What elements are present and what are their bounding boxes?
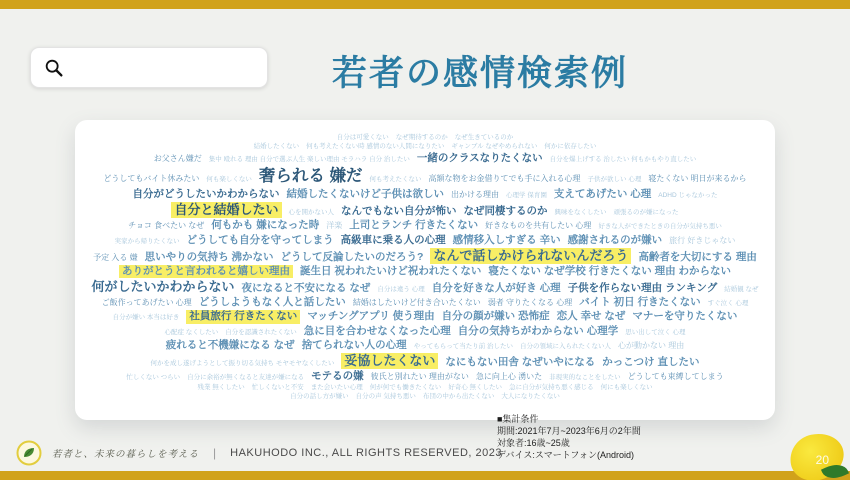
cloud-word: なにもない田舎 なぜいやになる (445, 355, 596, 368)
wordcloud-card (75, 120, 775, 420)
wordcloud-row (85, 339, 765, 352)
wordcloud-row (85, 202, 765, 218)
cloud-word: チョコ 食べたい なぜ (128, 221, 205, 231)
wordcloud-row (85, 188, 765, 201)
cloud-word: 興味をなくしたい (554, 209, 607, 217)
cloud-word: どうしても束縛してしまう (627, 372, 724, 381)
wordcloud-row (85, 325, 765, 338)
cloud-word: 大人になりたくない (501, 393, 560, 401)
cloud-word: 洋楽 (326, 221, 343, 231)
cloud-word: 子供を作らない理由 ランキング (567, 282, 718, 294)
cloud-word: やってもらって当たり前 治したい (413, 342, 513, 350)
wordcloud-row (85, 166, 765, 187)
cloud-word: 非現実的なことをしたい (549, 374, 621, 381)
wordcloud (85, 130, 765, 408)
cloud-word: 彼氏と別れたい 理由がない (370, 372, 469, 381)
cloud-word: 支えてあげたい 心理 (553, 188, 652, 200)
cloud-word: 上司とランチ 行きたくない (349, 219, 479, 232)
footer-tagline: 若者と、未来の暮らしを考える (52, 449, 200, 460)
cloud-word: どうしても自分を守ってしまう (186, 233, 334, 246)
cloud-word: 自分の話し方が嫌い (290, 393, 349, 401)
cloud-word: 自分が嫌い 本当は好き (112, 314, 180, 322)
cloud-word: 心が動かない 理由 (618, 340, 685, 350)
cloud-word: 思い出して泣く 心理 (625, 328, 686, 336)
cloud-word: 捨てられない人の心理 (301, 338, 407, 351)
cloud-word: 忙しくないと不安 (251, 384, 304, 392)
wordcloud-row (85, 370, 765, 383)
cloud-word: 弱者 守りたくなる 心理 (487, 298, 573, 308)
search-icon (43, 57, 65, 79)
cloud-word: お父さん嫌だ (153, 154, 202, 164)
cloud-word: 何にも楽しくない (600, 384, 653, 392)
cloud-word: 急に目を合わせなくなった心理 (303, 324, 451, 337)
cloud-word: 頑張るのが嫌になった (613, 209, 679, 217)
cloud-word: 何かを成し遂げようとして振り切る気持ち モヤモヤなくしたい (150, 359, 335, 367)
cloud-word: 恋人 幸せ なぜ (556, 310, 626, 323)
cloud-word: 奢られる 嫌だ (258, 167, 363, 186)
wordcloud-row (85, 353, 765, 369)
cloud-word: マナーを守りたくない (632, 310, 738, 323)
footer-divider: | (213, 446, 217, 460)
cloud-word: どうしてもバイト休みたい (103, 174, 200, 184)
cloud-word: 感情移入しすぎる 辛い (452, 233, 561, 246)
cloud-word: 社員旅行 行きたくない (186, 310, 300, 323)
cloud-word: 夜になると不安になる なぜ (241, 282, 371, 294)
wakamon-logo-icon (16, 440, 42, 466)
wordcloud-row (85, 143, 765, 151)
wordcloud-row (85, 296, 765, 309)
cloud-word: なぜ期待するのか (395, 134, 448, 141)
annotation-line: デバイス:スマートフォン(Android) (497, 450, 634, 461)
cloud-word: なんで話しかけられないんだろう (430, 248, 631, 264)
wordcloud-row (85, 265, 765, 278)
survey-conditions (497, 413, 641, 462)
cloud-word: 疲れると不機嫌になる なぜ (165, 338, 295, 351)
wordcloud-row (85, 152, 765, 165)
cloud-word: マッチングアプリ 使う理由 (307, 310, 435, 323)
wordcloud-row (85, 219, 765, 232)
wordcloud-row (85, 234, 765, 247)
cloud-word: 集中 殴れる 理由 自分で選ぶ人生 楽しい理由 モラハラ 自分 治したい (208, 156, 410, 164)
cloud-word: 何も考えたくない時 感情のない人間になりたい (306, 143, 445, 151)
cloud-word: 自分の声 気持ち悪い (355, 393, 416, 401)
cloud-word: 何も考えたくない (369, 176, 422, 184)
cloud-word: 高額な物をお金借りてでも手に入れる心理 (428, 174, 581, 184)
cloud-word: 寝たくない なぜ学校 行きたくない 理由 わからない (488, 264, 732, 277)
annotation-line: 対象者:16歳~25歳 (497, 438, 570, 449)
cloud-word: 子供が欲しい 心理 (587, 176, 642, 184)
cloud-word: また会いたい心理 (310, 384, 363, 392)
top-accent-bar (0, 0, 850, 9)
cloud-word: 妥協したくない (341, 353, 438, 369)
cloud-word: 自分を認識されたくない (225, 328, 297, 336)
cloud-word: 結婚はしたいけど付き合いたくない (352, 298, 481, 308)
cloud-word: ありがとうと言われると嬉しい理由 (119, 265, 293, 278)
cloud-word: 自分に余裕が無くなると友達が嫌になる (187, 374, 305, 381)
cloud-word: 布団の中から出たくない (422, 393, 495, 401)
page-title: 若者の感情検索例 (331, 54, 628, 93)
cloud-word: 好きな人ができたときの自分が気持ち悪い (598, 223, 722, 231)
cloud-word: 好奇心 無くしたい (448, 384, 503, 392)
cloud-word: 自分は可愛くない (336, 134, 389, 141)
cloud-word: 好きなものを共有したい 心理 (485, 221, 592, 231)
cloud-word: 自分の顔が嫌い 恐怖症 (441, 310, 550, 323)
bottom-accent-bar (0, 471, 850, 480)
cloud-word: 心を開かない人 (288, 209, 334, 217)
annotation-line: 期間:2021年7月~2023年6月の2年間 (497, 426, 641, 437)
cloud-word: どうしようもなく人と話したい (198, 296, 346, 309)
cloud-word: ADHD じゃなかった (658, 192, 718, 199)
cloud-word: 心配症 なくしたい (164, 328, 219, 336)
wordcloud-row (85, 134, 765, 142)
footer (16, 440, 502, 466)
cloud-word: 自分がどうしたいかわからない (132, 188, 280, 200)
cloud-word: なんでもない自分が怖い (341, 205, 457, 218)
cloud-word: すぐ泣く 心理 (707, 300, 749, 308)
cloud-word: 急に向上心 湧いた (475, 372, 543, 381)
cloud-word: 旅行 好きじゃない (669, 235, 736, 245)
cloud-word: 結婚観 なぜ (724, 286, 759, 293)
annotation-line: ■集計条件 (497, 414, 539, 424)
wordcloud-row (85, 310, 765, 323)
cloud-word: 心理学 保育園 (506, 192, 547, 199)
cloud-word: 感謝されるのが嫌い (567, 233, 663, 246)
page-number-lemon (790, 434, 844, 480)
wordcloud-row (85, 279, 765, 295)
cloud-word: 寝たくない 明日が来るから (648, 174, 747, 184)
cloud-word: 予定 入る 嫌 (93, 252, 138, 262)
cloud-word: 思いやりの気持ち 沸かない (144, 250, 274, 263)
cloud-word: 一緒のクラスなりたくない (416, 152, 543, 165)
cloud-word: 誕生日 祝われたいけど祝われたくない (299, 264, 482, 277)
wordcloud-row (85, 384, 765, 392)
cloud-word: 実家から帰りたくない (114, 237, 180, 245)
cloud-word: 自分の領域に入られたくない人 (520, 342, 611, 350)
cloud-word: 自分を好きな人が好き 心理 (431, 282, 561, 294)
cloud-word: 高級車に乗る人の心理 (340, 233, 446, 246)
cloud-word: 自分と結婚したい (171, 202, 281, 218)
cloud-word: かっこつけ 直したい (602, 355, 700, 368)
cloud-word: 何もかも 嫌になった時 (211, 219, 320, 232)
cloud-word: 何が何でも働きたくない (369, 384, 442, 392)
wordcloud-row (85, 248, 765, 264)
cloud-word: ご飯作ってあげたい 心理 (101, 298, 192, 308)
cloud-word: 何がしたいかわからない (91, 279, 235, 294)
cloud-word: なぜ生きているのか (454, 134, 514, 141)
search-box[interactable] (30, 47, 268, 88)
cloud-word: どうして反論したいのだろう? (280, 250, 424, 263)
cloud-word: 何かに依存したい (544, 143, 597, 151)
cloud-word: バイト 初日 行きたくない (579, 296, 701, 309)
cloud-word: 自分を爆上げする 治したい 何もかもやり直したい (549, 156, 697, 164)
cloud-word: 自分の気持ちがわからない 心理学 (457, 324, 619, 337)
cloud-word: 自分は違う 心理 (377, 286, 425, 293)
cloud-word: 出かける理由 (451, 190, 500, 199)
wordcloud-row (85, 393, 765, 401)
page-number: 20 (815, 453, 829, 467)
cloud-word: 高齢者を大切にする 理由 (638, 250, 757, 263)
cloud-word: 結婚したくない (253, 143, 300, 151)
cloud-word: 残業 無くしたい (197, 384, 245, 392)
cloud-word: ギャンブル なぜやめられない (451, 143, 538, 151)
cloud-word: モテるの嫌 (311, 370, 364, 382)
cloud-word: 何も楽しくない (206, 176, 252, 184)
cloud-word: 急に自分が気持ち悪く感じる (509, 384, 594, 392)
cloud-word: 忙しくない つらい (126, 374, 181, 381)
copyright-text: HAKUHODO INC., ALL RIGHTS RESERVED, 2023 (230, 447, 502, 459)
cloud-word: 結婚したくないけど子供は欲しい (286, 188, 445, 200)
cloud-word: なぜ同棲するのか (463, 205, 548, 218)
